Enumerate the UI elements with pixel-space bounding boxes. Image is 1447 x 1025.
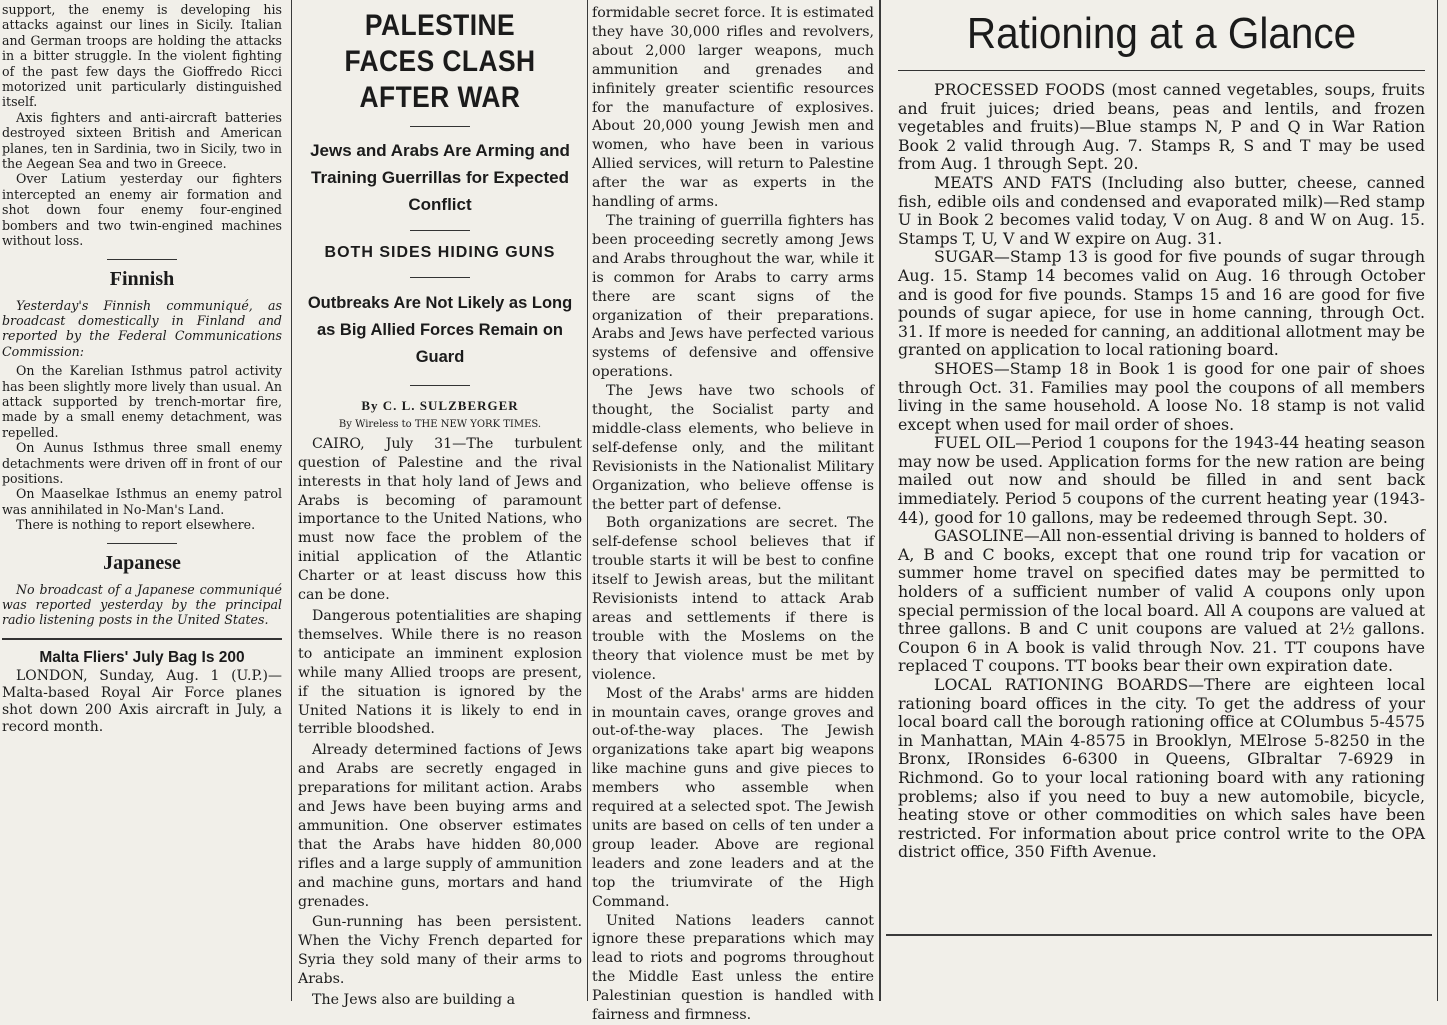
story-para-5: The Jews also are building a <box>312 992 516 1009</box>
deck-2: BOTH SIDES HIDING GUNS <box>324 244 556 261</box>
column-palestine-continued <box>592 0 874 1024</box>
main-headline: PALESTINE FACES CLASH AFTER WAR <box>344 9 536 114</box>
malta-text: LONDON, Sunday, Aug. 1 (U.P.)—Malta-based Royal Air Force planes shot down 200 Axis aircraft in July, a record month. <box>2 667 282 735</box>
deck-1: Jews and Arabs Are Arming and Training Guerrillas for Expected Conflict <box>310 141 570 214</box>
section-rule <box>107 543 177 544</box>
rationing-title: Rationing at a Glance <box>966 9 1357 58</box>
column-war-reports <box>2 0 282 1001</box>
continued-para-3: The Jews have two schools of thought, the Socialist party and middle-class elements, who believe in self-defense only, and the militant Revisionists in the Nationalist Military Organization, who believe offense is the better part of defense. <box>592 383 874 513</box>
rationing-processed-foods: PROCESSED FOODS (most canned vegetables, soups, fruits and fruit juices; dried beans, peas and lentils, and frozen vegetables and fruits)—Blue stamps N, P and Q in War Ration Book 2 valid through Aug. 7. Stamps R, S and T may be used from Aug. 1 through Sept. 20. <box>898 80 1425 174</box>
finnish-para-3: On Maaselkae Isthmus an enemy patrol was annihilated in No-Man's Land. <box>2 486 282 517</box>
rationing-box-bottom-rule <box>886 934 1432 936</box>
rationing-box <box>898 0 1425 960</box>
continued-para-6: United Nations leaders cannot ignore these preparations which may lead to riots and pogroms throughout the Middle East unless the entire Palestinian question is handled with fairness and firmness. <box>592 912 874 1024</box>
rationing-gasoline: GASOLINE—All non-essential driving is banned to holders of A, B and C books, except that one round trip for vacation or summer home travel on specified dates may be permitted to holders of a sufficient number of valid A coupons only upon special permission of the local board. All A coupons are valued at three gallons. B and C unit coupons are valued at 2½ gallons. Coupon 6 in A book is valid through Nov. 21. TT coupons have replaced T coupons. TT books bear their own expiration date. <box>898 526 1425 676</box>
deck-rule <box>410 230 470 231</box>
finnish-heading: Finnish <box>109 267 175 290</box>
war-report-para-2: Axis fighters and anti-aircraft batteries destroyed sixteen British and American planes, ten in Sardinia, two in Sicily, two in the Aegean Sea and two in Greece. <box>2 109 282 172</box>
rationing-fuel-oil: FUEL OIL—Period 1 coupons for the 1943-44 heating season may now be used. Application forms for the new ration are being mailed out now and should be filled in and sent back immediately. Period 5 coupons of the current heating year (1943-44), good for 10 gallons, may be redeemed through Sept. 30. <box>898 433 1425 527</box>
war-report-para-1: support, the enemy is developing his attacks against our lines in Sicily. Italian and German troops are holding the attacks in a bitter struggle. In the violent fighting of the past few days the Gioffredo Ricci motorized unit particularly distinguished itself. <box>2 2 282 110</box>
byline-rule <box>410 385 470 386</box>
headline-rule <box>410 126 470 127</box>
japanese-text: No broadcast of a Japanese communiqué was reported yesterday by the principal radio listening posts in the United States. <box>2 581 282 628</box>
continued-para-2: The training of guerrilla fighters has been proceeding secretly among Jews and Arabs throughout the war, while it is common for Arabs to carry arms there are scant signs of the organization of their preparations. Arabs and Jews have perfected various systems of defensive and offensive operations. <box>592 212 874 381</box>
title-rule <box>898 70 1425 71</box>
deck-3: Outbreaks Are Not Likely as Long as Big Allied Forces Remain on Guard <box>307 294 573 366</box>
section-rule <box>2 638 282 640</box>
column-rule-4 <box>1437 0 1438 1001</box>
continued-para-5: Most of the Arabs' arms are hidden in mountain caves, orange groves and out-of-the-way places. The Jewish organizations take apart big weapons like machine guns and give pieces to members who assemble when required at a selected spot. The Jewish units are based on cells of ten under a group leader. Above are regional leaders and zone leaders and at the top the triumvirate of the High Command. <box>592 685 874 910</box>
column-rule-1 <box>291 0 292 1001</box>
finnish-intro: Yesterday's Finnish communiqué, as broadcast domestically in Finland and reported by the Federal Communications Commission: <box>2 297 282 359</box>
story-para-2: Dangerous potentialities are shaping themselves. While there is no reason to anticipate an imminent explosion while many Allied troops are present, if the situation is ignored by the United Nations it is likely to end in terrible bloodshed. <box>298 607 582 738</box>
story-para-4: Gun-running has been persistent. When the Vichy French departed for Syria they sold many of their arms to Arabs. <box>298 914 582 988</box>
rationing-meats-fats: MEATS AND FATS (Including also butter, cheese, canned fish, edible oils and condensed and evaporated milk)—Red stamp U in Book 2 becomes valid today, V on Aug. 8 and W on Aug. 15. Stamps T, U, V and W expire on Aug. 31. <box>898 172 1425 248</box>
deck-rule <box>410 277 470 278</box>
continued-para-1: formidable secret force. It is estimated they have 30,000 rifles and revolvers, about 2,000 larger weapons, much ammunition and grenades and infinitely greater scientific resources for the manufacture of explosives. About 20,000 young Jewish men and women, who have been in various Allied services, will return to Palestine after the war as experts in the handling of arms. <box>592 5 874 211</box>
finnish-para-4: There is nothing to report elsewhere. <box>16 517 256 533</box>
story-para-3: Already determined factions of Jews and Arabs are secretly engaged in preparations for militant action. Arabs and Jews have been buying arms and ammunition. One observer estimates that the Arabs have hidden 80,000 rifles and a large supply of ammunition and machine guns, mortars and hand grenades. <box>298 742 582 910</box>
war-report-para-3: Over Latium yesterday our fighters intercepted an enemy air formation and shot down four enemy four-engined bombers and two twin-engined machines without loss. <box>2 171 282 249</box>
story-para-1: CAIRO, July 31—The turbulent question of Palestine and the rival interests in that holy land of Jews and Arabs is becoming of paramount importance to the United Nations, who must now face the problem of the initial application of the Atlantic Charter or at least discuss how this can be done. <box>298 435 582 604</box>
column-palestine-story <box>298 0 582 1009</box>
finnish-para-2: On Aunus Isthmus three small enemy detachments were driven off in front of our positions. <box>2 440 282 486</box>
finnish-para-1: On the Karelian Isthmus patrol activity has been slightly more lively than usual. An attack supported by trench-mortar fire, made by a small enemy detachment, was repelled. <box>2 363 282 440</box>
rationing-shoes: SHOES—Stamp 18 in Book 1 is good for one pair of shoes through Oct. 31. Families may pool the coupons of all members living in the same household. A loose No. 18 stamp is not valid except when used for mail order of shoes. <box>898 358 1425 434</box>
section-rule <box>107 259 177 260</box>
byline: By C. L. SULZBERGER <box>361 398 519 413</box>
malta-heading: Malta Fliers' July Bag Is 200 <box>39 648 245 666</box>
rationing-local-boards: LOCAL RATIONING BOARDS—There are eighteen local rationing board offices in the city. To get the address of your local board call the borough rationing office at COlumbus 5-4575 in Manhattan, MAin 4-8575 in Brooklyn, MElrose 5-8250 in the Bronx, IRonsides 6-6300 in Queens, GIbraltar 7-6929 in Richmond. Go to your local rationing board with any rationing problems; also if you need to buy a new automobile, bicycle, heating stove or other commodities on which sales have been restricted. For information about price control write to the OPA district office, 350 Fifth Avenue. <box>898 675 1425 862</box>
japanese-heading: Japanese <box>103 551 181 574</box>
column-rule-2 <box>587 0 588 1001</box>
wire-credit: By Wireless to THE NEW YORK TIMES. <box>338 419 542 431</box>
column-rule-3 <box>879 0 881 1001</box>
continued-para-4: Both organizations are secret. The self-defense school believes that if trouble starts it will be best to confine itself to Jewish areas, but the militant Revisionists intend to attack Arab areas and settlements if there is trouble with the Moslems on the theory that violence must be met by violence. <box>592 515 874 683</box>
rationing-sugar: SUGAR—Stamp 13 is good for five pounds of sugar through Aug. 15. Stamp 14 becomes valid on Aug. 16 through October and is good for five pounds. Stamps 15 and 16 are good for five pounds of sugar apiece, for use in home canning, through Oct. 31. If more is needed for canning, an additional allotment may be granted on application to local rationing board. <box>898 247 1425 360</box>
